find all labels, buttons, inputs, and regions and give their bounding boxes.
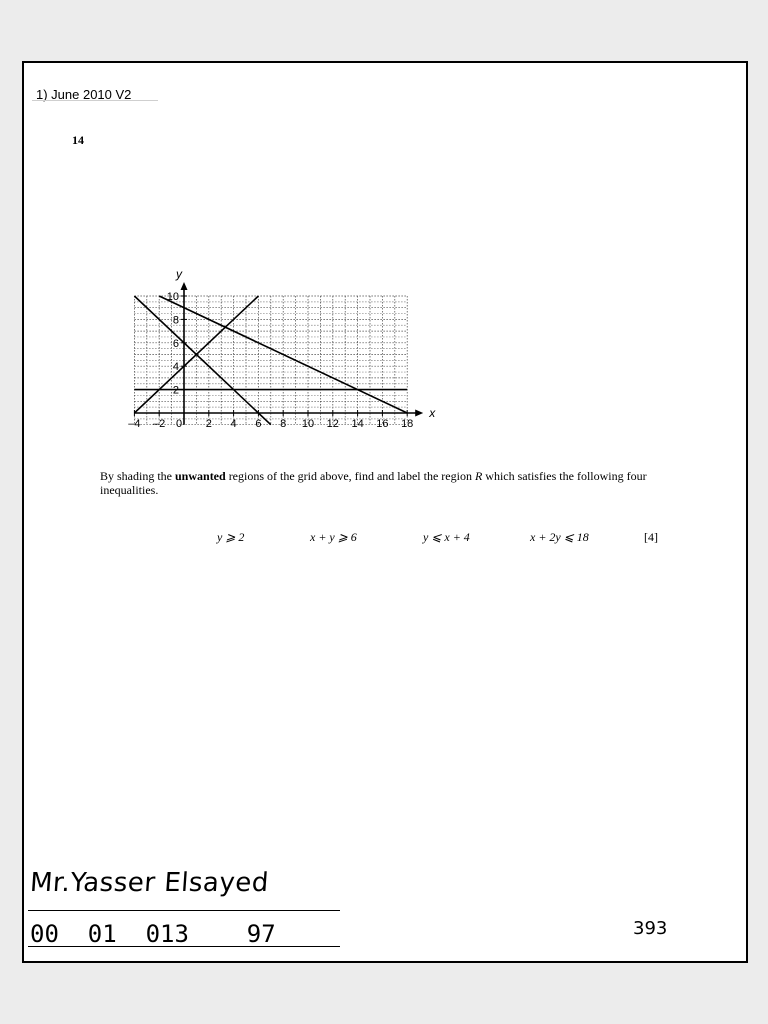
x-tick-label: 16 — [376, 418, 389, 430]
marks-label: [4] — [644, 530, 658, 544]
y-tick-label: 2 — [172, 384, 179, 397]
inequality-3: y ⩽ x + 4 — [423, 530, 470, 544]
axes — [134, 282, 423, 425]
instruction-bold: unwanted — [175, 469, 226, 483]
y-tick-label: 8 — [172, 314, 179, 327]
x-tick-label: 8 — [280, 418, 287, 430]
x-tick-label: –2 — [153, 418, 166, 430]
y-axis-arrow — [181, 282, 188, 290]
instruction-text-3: which satisfies the following four inequalities. — [100, 469, 647, 497]
header-underline — [32, 100, 158, 101]
x-tick-label: 0 — [175, 418, 183, 430]
y-tick-label: 10 — [166, 291, 179, 303]
inequality-1: y ⩾ 2 — [217, 530, 245, 544]
y-tick-label: 6 — [172, 337, 179, 350]
paper-header: 1) June 2010 V2 — [36, 87, 132, 102]
phone-underline — [28, 946, 340, 947]
question-instruction — [100, 469, 662, 497]
x-tick-label: –4 — [128, 418, 141, 430]
page-number: 393 — [633, 918, 668, 939]
x-tick-label: 12 — [326, 418, 339, 430]
x-tick-label: 18 — [401, 418, 414, 430]
x-tick-label: 4 — [230, 418, 237, 430]
instruction-text-1: By shading the — [100, 469, 175, 483]
x-axis-arrow — [415, 410, 423, 417]
region-label: R — [474, 469, 483, 483]
inequality-4: x + 2y ⩽ 18 — [530, 530, 589, 544]
x-tick-label: 2 — [205, 418, 212, 430]
y-axis-label: y — [176, 267, 182, 281]
inequality-graph — [60, 140, 680, 440]
name-underline — [28, 910, 340, 911]
y-tick-label: 4 — [172, 361, 179, 374]
x-tick-label: 10 — [301, 418, 315, 430]
x-axis-label: x — [429, 406, 436, 420]
instruction-text-2: regions of the grid above, find and label the region — [225, 469, 475, 483]
question-number: 14 — [72, 133, 84, 147]
phone-number: 00 01 013 97 — [30, 920, 276, 948]
x-tick-label: 6 — [255, 418, 262, 430]
inequality-2: x + y ⩾ 6 — [310, 530, 357, 544]
boundary-line-2 — [134, 296, 270, 425]
x-tick-label: 14 — [351, 418, 364, 430]
teacher-name: Mr.Yasser Elsayed — [28, 868, 270, 898]
